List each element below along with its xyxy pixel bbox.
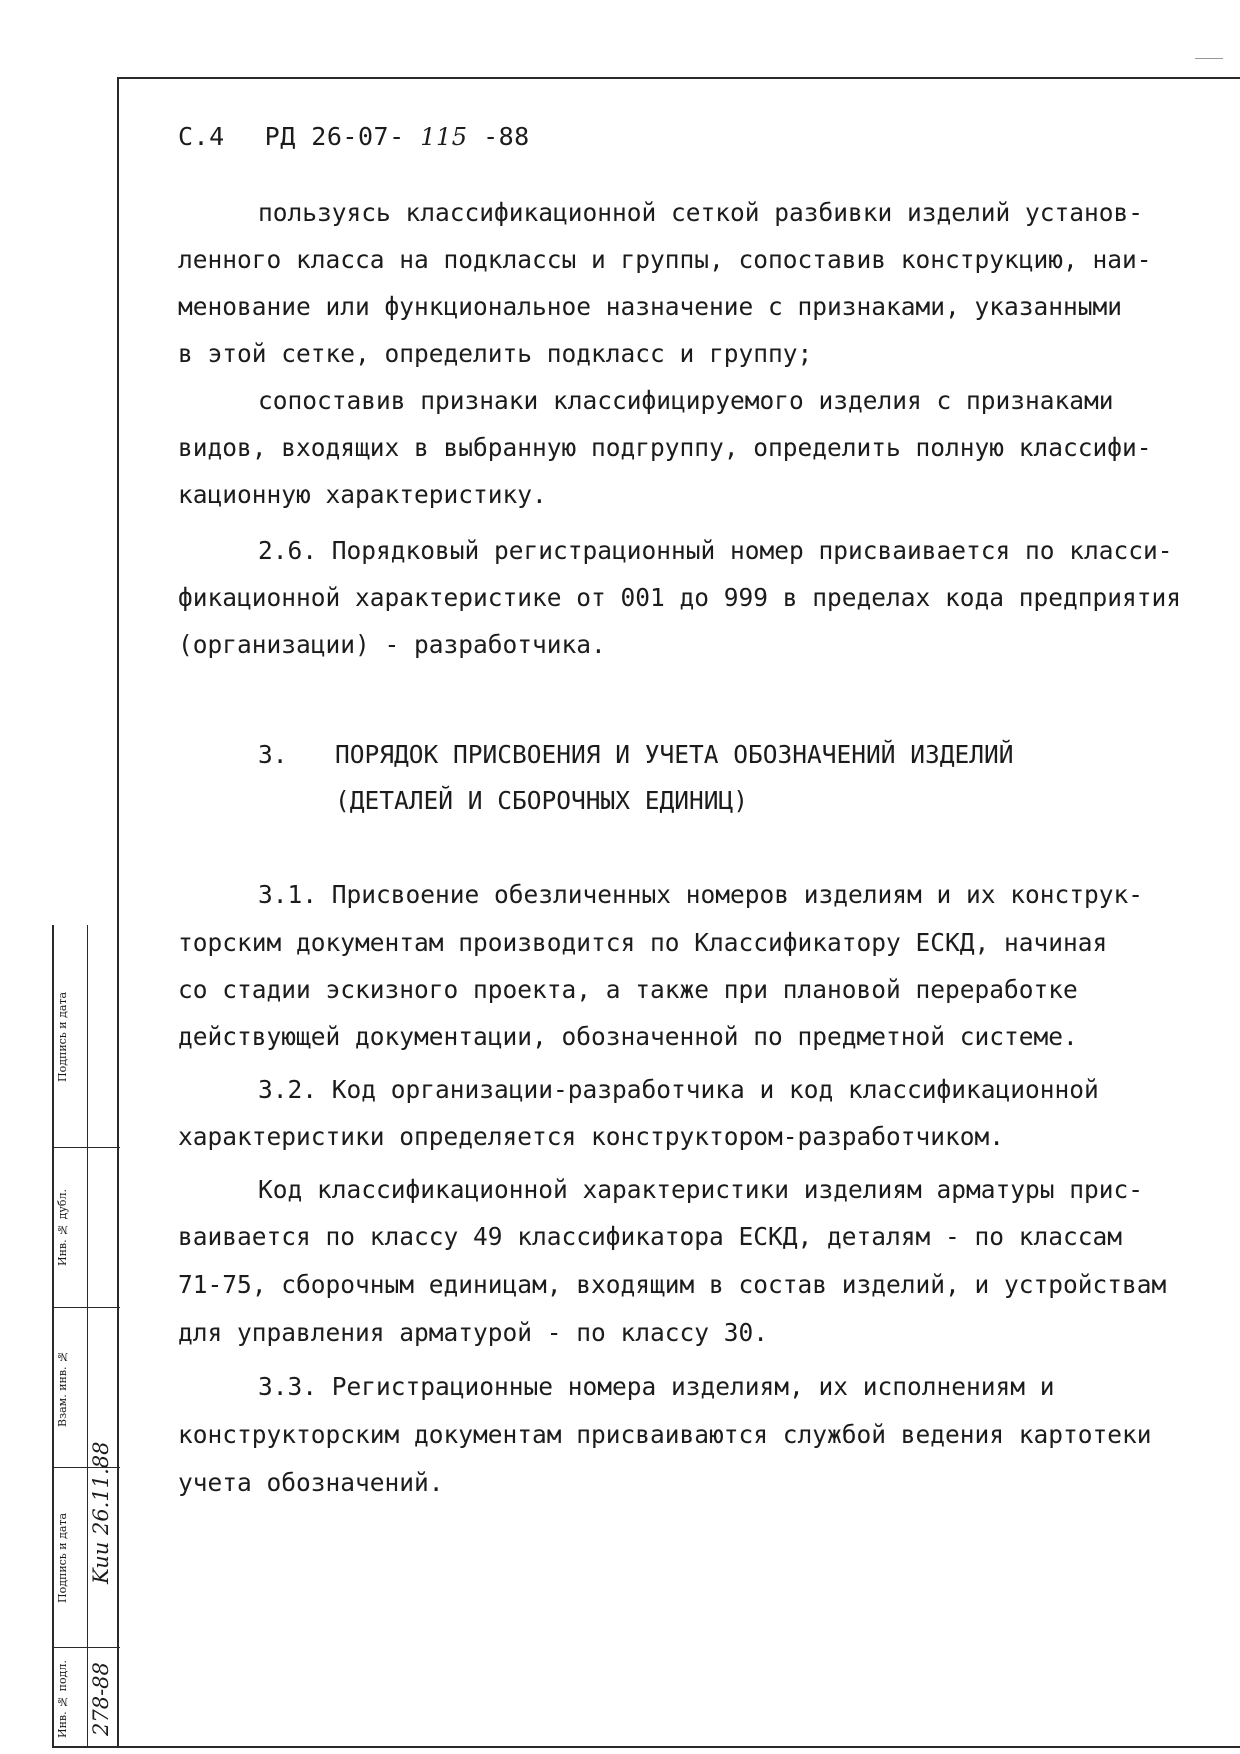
body-line: фикационной характеристике от 001 до 999 в пределах кода предприятия bbox=[178, 583, 1182, 612]
stamp-label-inv-podl: Инв. № подл. bbox=[56, 1660, 69, 1738]
stamp-separator bbox=[54, 1307, 120, 1308]
designation-prefix: РД 26-07- bbox=[264, 122, 405, 151]
section-line: учета обозначений. bbox=[178, 1468, 444, 1497]
section-line: Код классификационной характеристики изделиям арматуры прис- bbox=[258, 1175, 1144, 1204]
section-line: ваивается по классу 49 классификатора ЕСКД, деталям - по классам bbox=[178, 1222, 1123, 1251]
designation-number: 115 bbox=[420, 123, 468, 151]
frame-top-border bbox=[118, 77, 1240, 79]
body-line: 2.6. Порядковый регистрационный номер присваивается по класси- bbox=[258, 536, 1173, 565]
designation-suffix: -88 bbox=[483, 122, 530, 151]
section-title: (ДЕТАЛЕЙ И СБОРОЧНЫХ ЕДИНИЦ) bbox=[335, 786, 749, 815]
body-line: видов, входящих в выбранную подгруппу, определить полную классифи- bbox=[178, 433, 1152, 462]
sheet-number: С.4 bbox=[178, 122, 225, 151]
stamp-label-signature-date-top: Подпись и дата bbox=[56, 991, 69, 1083]
handwritten-signature-date: Kuu 26.11.88 bbox=[89, 1441, 113, 1585]
section-number: 3. bbox=[258, 740, 288, 769]
section-line: 71-75, сборочным единицам, входящим в состав изделий, и устройствам bbox=[178, 1270, 1167, 1299]
stamp-separator bbox=[54, 1147, 120, 1148]
body-line: сопоставив признаки классифицируемого изделия с признаками bbox=[258, 386, 1114, 415]
section-line: 3.2. Код организации-разработчика и код классификационной bbox=[258, 1075, 1099, 1104]
section-line: для управления арматурой - по классу 30. bbox=[178, 1318, 769, 1347]
body-line: ленного класса на подклассы и группы, сопоставив конструкцию, наи- bbox=[178, 245, 1152, 274]
stamp-divider bbox=[87, 925, 88, 1747]
corner-mark bbox=[1195, 58, 1223, 59]
section-line: характеристики определяется конструктором-разработчиком. bbox=[178, 1122, 1005, 1151]
handwritten-inv-number: 278-88 bbox=[89, 1662, 113, 1736]
section-line: конструкторским документам присваиваются службой ведения картотеки bbox=[178, 1420, 1152, 1449]
section-title: ПОРЯДОК ПРИСВОЕНИЯ И УЧЕТА ОБОЗНАЧЕНИЙ ИЗДЕЛИЙ bbox=[335, 740, 1014, 769]
section-line: 3.3. Регистрационные номера изделиям, их исполнениям и bbox=[258, 1372, 1055, 1401]
section-line: действующей документации, обозначенной по предметной системе. bbox=[178, 1022, 1078, 1051]
body-line: (организации) - разработчика. bbox=[178, 630, 606, 659]
page-header bbox=[178, 122, 530, 151]
body-line: кационную характеристику. bbox=[178, 480, 547, 509]
stamp-sidebar bbox=[52, 925, 120, 1747]
section-line: со стадии эскизного проекта, а также при плановой переработке bbox=[178, 975, 1078, 1004]
frame-bottom-border bbox=[52, 1746, 1240, 1748]
section-line: торским документам производится по Классификатору ЕСКД, начиная bbox=[178, 928, 1108, 957]
stamp-label-inv-dubl: Инв. № дубл. bbox=[56, 1189, 69, 1267]
stamp-label-vzam-inv: Взам. инв. № bbox=[56, 1349, 69, 1427]
stamp-separator bbox=[54, 1647, 120, 1648]
body-line: в этой сетке, определить подкласс и группу; bbox=[178, 339, 813, 368]
stamp-label-signature-date: Подпись и дата bbox=[56, 1512, 69, 1604]
body-line: менование или функциональное назначение с признаками, указанными bbox=[178, 292, 1123, 321]
body-line: пользуясь классификационной сеткой разбивки изделий установ- bbox=[258, 198, 1144, 227]
section-line: 3.1. Присвоение обезличенных номеров изделиям и их конструк- bbox=[258, 880, 1144, 909]
